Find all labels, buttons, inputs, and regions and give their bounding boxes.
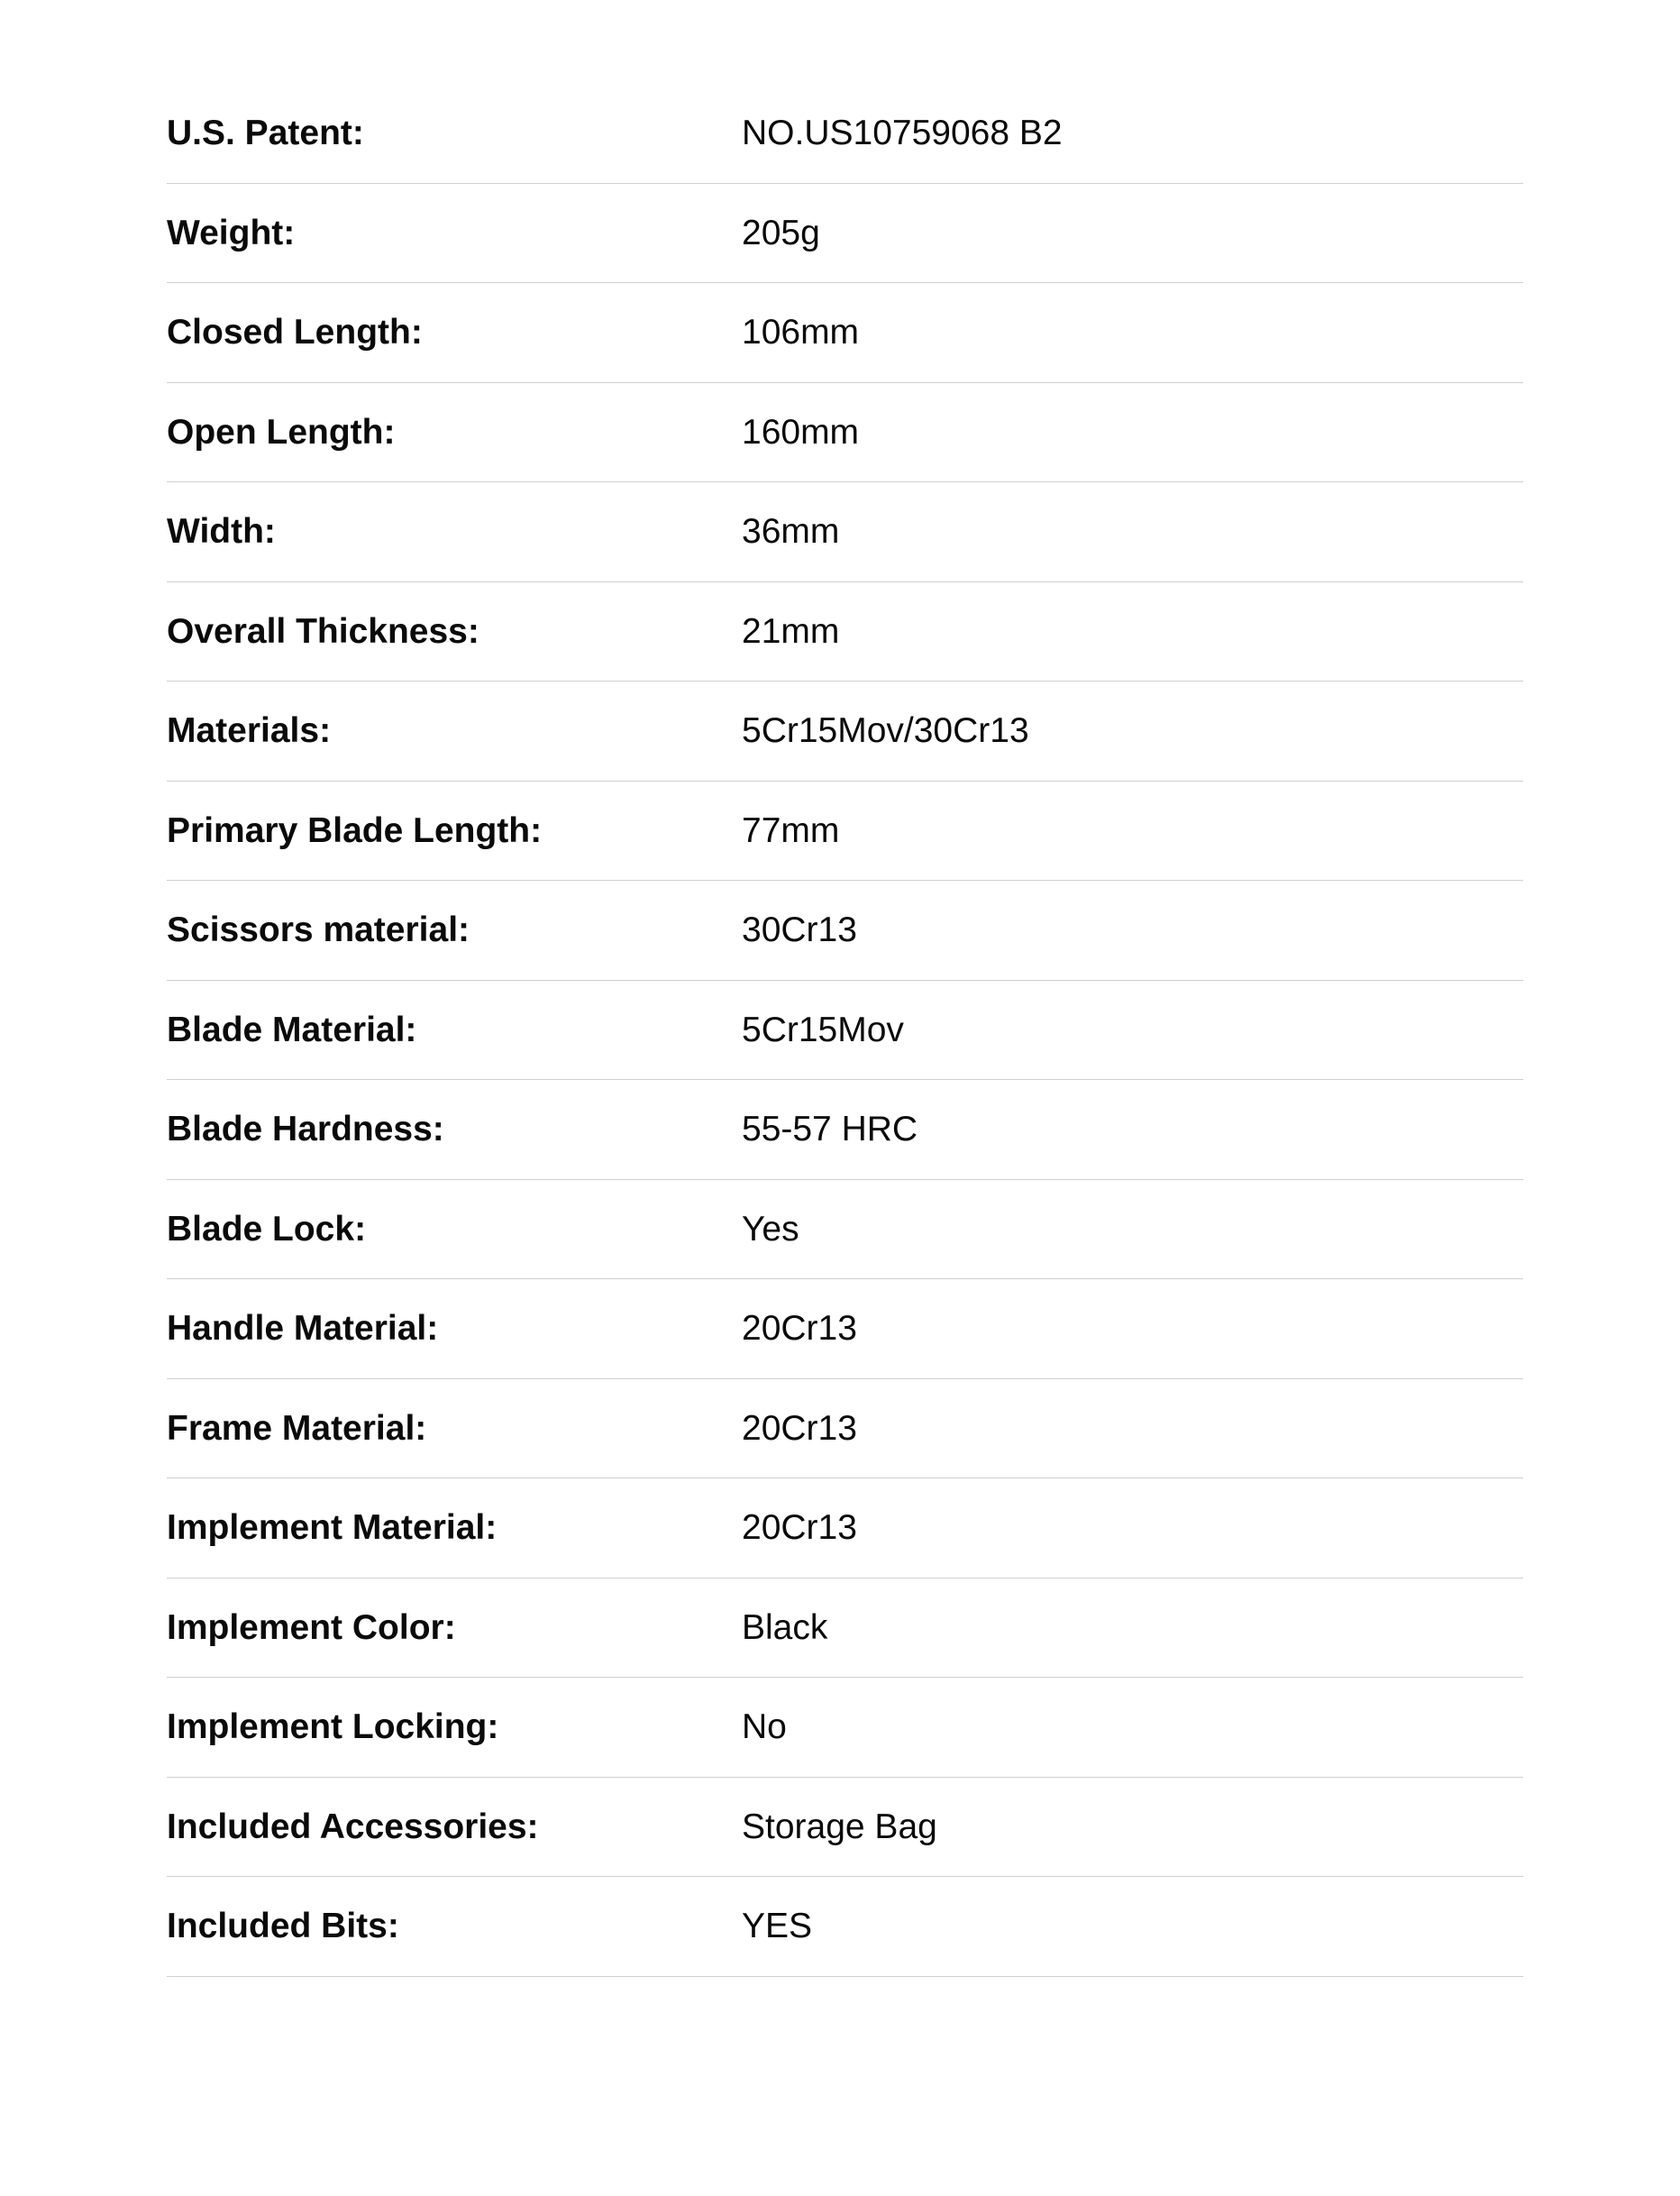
- spec-label: Implement Material:: [167, 1508, 498, 1547]
- spec-row: [167, 782, 1523, 882]
- spec-row: [167, 383, 1523, 483]
- spec-label: Scissors material:: [167, 910, 470, 949]
- spec-row: [167, 1180, 1523, 1280]
- spec-label: Blade Hardness:: [167, 1110, 444, 1148]
- spec-value: 30Cr13: [742, 910, 857, 949]
- spec-label: Open Length:: [167, 412, 396, 452]
- spec-label: Handle Material:: [167, 1309, 439, 1348]
- spec-label: Included Accessories:: [167, 1807, 539, 1846]
- spec-label: Blade Material:: [167, 1010, 417, 1049]
- spec-label: Implement Color:: [167, 1607, 456, 1647]
- spec-row: [167, 1678, 1523, 1778]
- spec-value: 106mm: [742, 313, 860, 352]
- spec-value: NO.US10759068 B2: [742, 114, 1063, 152]
- spec-value: 36mm: [742, 512, 840, 551]
- spec-row: [167, 1080, 1523, 1180]
- spec-label: Width:: [167, 512, 276, 551]
- spec-row: [167, 582, 1523, 682]
- spec-value: No: [742, 1707, 787, 1746]
- spec-label: Closed Length:: [167, 313, 423, 352]
- spec-label: Overall Thickness:: [167, 611, 479, 651]
- spec-label: Weight:: [167, 213, 296, 252]
- spec-label: Frame Material:: [167, 1408, 427, 1448]
- spec-value: Yes: [742, 1209, 799, 1249]
- spec-value: 205g: [742, 213, 820, 252]
- spec-label: Primary Blade Length:: [167, 810, 543, 850]
- spec-label: U.S. Patent:: [167, 114, 364, 152]
- spec-value: YES: [742, 1907, 813, 1945]
- spec-row: [167, 1279, 1523, 1379]
- spec-row: [167, 1578, 1523, 1679]
- spec-label: Blade Lock:: [167, 1209, 367, 1249]
- spec-table: [167, 84, 1523, 1977]
- spec-label: Implement Locking:: [167, 1707, 499, 1746]
- spec-value: 20Cr13: [742, 1408, 857, 1448]
- spec-label: Materials:: [167, 711, 332, 750]
- spec-value: Black: [742, 1607, 828, 1647]
- spec-row: [167, 981, 1523, 1081]
- spec-value: 20Cr13: [742, 1508, 857, 1547]
- spec-row: [167, 1877, 1523, 1977]
- spec-row: [167, 1379, 1523, 1479]
- spec-row: [167, 1478, 1523, 1578]
- spec-row: [167, 283, 1523, 383]
- spec-row: [167, 1778, 1523, 1878]
- spec-row: [167, 84, 1523, 184]
- spec-label: Included Bits:: [167, 1907, 399, 1945]
- spec-row: [167, 682, 1523, 782]
- spec-value: 5Cr15Mov/30Cr13: [742, 711, 1029, 750]
- spec-row: [167, 184, 1523, 284]
- spec-value: 21mm: [742, 611, 840, 651]
- spec-value: Storage Bag: [742, 1807, 937, 1846]
- spec-row: [167, 881, 1523, 981]
- spec-value: 5Cr15Mov: [742, 1010, 904, 1049]
- spec-value: 77mm: [742, 810, 840, 850]
- spec-value: 55-57 HRC: [742, 1110, 918, 1148]
- spec-value: 20Cr13: [742, 1309, 857, 1348]
- spec-row: [167, 482, 1523, 582]
- spec-value: 160mm: [742, 412, 860, 452]
